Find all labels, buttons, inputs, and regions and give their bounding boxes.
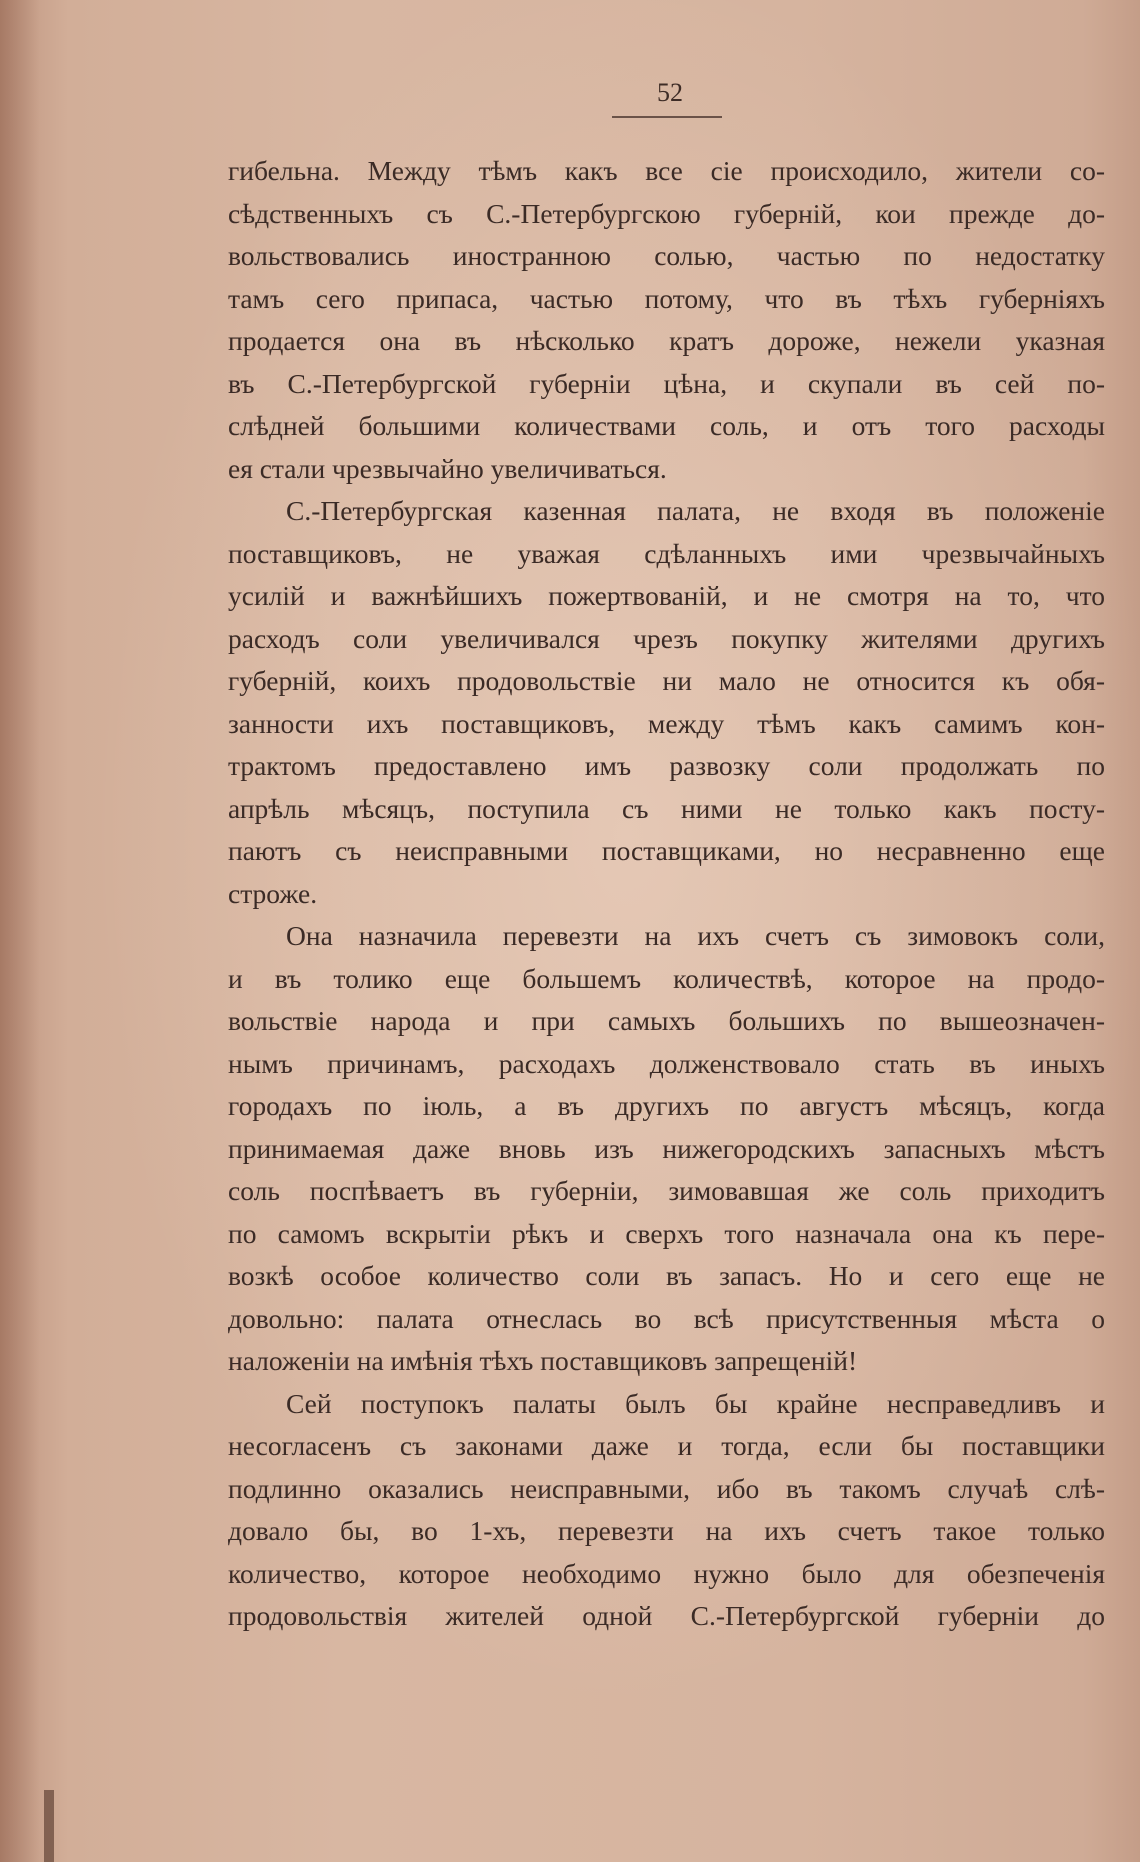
text-line: слѣдней большими количествами соль, и отъ того расходы <box>228 410 1105 441</box>
text-line: городахъ по іюль, а въ другихъ по августъ мѣсяцъ, когда <box>228 1090 1105 1121</box>
text-line: и въ толико еще большемъ количествѣ, которое на продо- <box>228 962 1105 994</box>
text-line: занности ихъ поставщиковъ, между тѣмъ какъ самимъ кон- <box>228 707 1105 739</box>
text-line: вольствіе народа и при самыхъ большихъ по вышеозначен- <box>228 1005 1105 1036</box>
text-line: апрѣль мѣсяцъ, поступила съ ними не только какъ посту- <box>228 792 1105 824</box>
text-line: подлинно оказались неисправными, ибо въ такомъ случаѣ слѣ- <box>228 1472 1105 1504</box>
text-line: губерній, коихъ продовольствіе ни мало не относится къ обя- <box>228 665 1105 696</box>
paragraph-start-line: Она назначила перевезти на ихъ счетъ съ зимовокъ соли, <box>286 920 1105 951</box>
text-line: несогласенъ съ законами даже и тогда, если бы поставщики <box>228 1430 1105 1461</box>
paragraph-start-line: Сей поступокъ палаты былъ бы крайне несправедливъ и <box>286 1387 1105 1419</box>
text-line: въ С.-Петербургской губерніи цѣна, и скупали въ сей по- <box>228 367 1105 399</box>
text-line: возкѣ особое количество соли въ запасъ. Но и сего еще не <box>228 1260 1105 1291</box>
text-line: ея стали чрезвычайно увеличиваться. <box>228 452 667 484</box>
text-line: строже. <box>228 877 318 909</box>
text-line: довольно: палата отнеслась во всѣ присутственныя мѣста о <box>228 1302 1105 1334</box>
page-number: 52 <box>657 78 683 107</box>
page-binding-shadow <box>0 0 40 1862</box>
text-line: количество, которое необходимо нужно было для обезпеченія <box>228 1557 1105 1589</box>
text-line: продовольствія жителей одной С.-Петербургской губерніи до <box>228 1600 1105 1631</box>
text-line: расходъ соли увеличивался чрезъ покупку жителями другихъ <box>228 622 1105 654</box>
text-line: соль поспѣваетъ въ губерніи, зимовавшая же соль приходитъ <box>228 1175 1105 1206</box>
paragraph-start-line: С.-Петербургская казенная палата, не входя въ положеніе <box>286 495 1105 526</box>
page-number-rule <box>612 116 722 118</box>
text-line: принимаемая даже вновь изъ нижегородскихъ запасныхъ мѣстъ <box>228 1132 1105 1164</box>
text-line: довало бы, во 1-хъ, перевезти на ихъ счетъ такое только <box>228 1515 1105 1546</box>
text-line: трактомъ предоставлено имъ развозку соли продолжать по <box>228 750 1105 781</box>
text-line: сѣдственныхъ съ С.-Петербургскою губерній, кои прежде до- <box>228 197 1105 229</box>
text-line: продается она въ нѣсколько кратъ дороже, нежели указная <box>228 325 1105 356</box>
body-text <box>228 150 1105 1638</box>
page-edge-mark <box>44 1790 54 1862</box>
text-line: паютъ съ неисправными поставщиками, но несравненно еще <box>228 835 1105 866</box>
text-line: гибельна. Между тѣмъ какъ все сіе происходило, жители со- <box>228 155 1105 186</box>
text-line: нымъ причинамъ, расходахъ долженствовало стать въ иныхъ <box>228 1047 1105 1079</box>
text-line: по самомъ вскрытіи рѣкъ и сверхъ того назначала она къ пере- <box>228 1217 1105 1249</box>
text-line: поставщиковъ, не уважая сдѣланныхъ ими чрезвычайныхъ <box>228 537 1105 569</box>
text-line: вольствовались иностранною солью, частью по недостатку <box>228 240 1105 271</box>
text-line: тамъ сего припаса, частью потому, что въ тѣхъ губерніяхъ <box>228 282 1105 314</box>
text-line: наложеніи на имѣнія тѣхъ поставщиковъ запрещеній! <box>228 1345 858 1376</box>
text-line: усилій и важнѣйшихъ пожертвованій, и не смотря на то, что <box>228 580 1105 611</box>
